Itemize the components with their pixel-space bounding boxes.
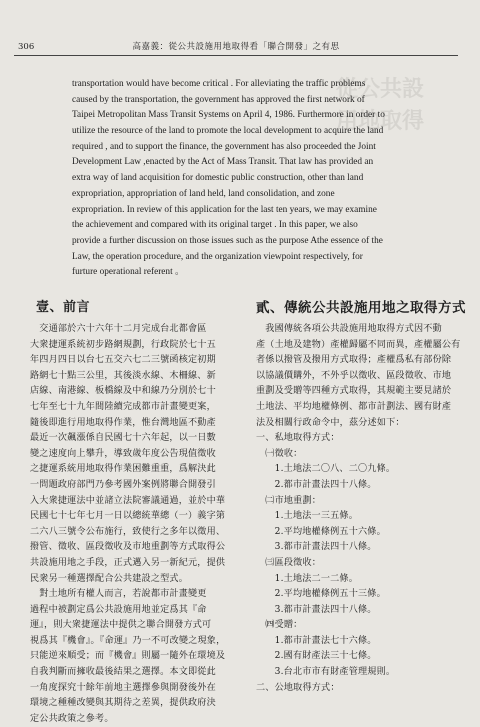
abstract-line: expropriation, appropriation of land held, land consolidation, and zone [72, 188, 335, 199]
text-line: 1.土地法二〇八、二〇九條。 [256, 464, 396, 475]
abstract-line: utilize the resource of the land to promote the local development to acquire the land [72, 126, 384, 137]
text-line: 運』，則大衆捷運法中提供之聯合開發方式可 [30, 620, 212, 631]
text-line: 法及相關行政命令中，茲分述如下： [256, 417, 405, 428]
text-line: ㈠徵收： [256, 448, 303, 459]
text-line: 過程中被劃定爲公共設施用地並定爲其『命 [30, 604, 207, 615]
text-line: 一、私地取得方式： [256, 433, 340, 444]
abstract-line: Taipei Metropolitan Mass Transit Systems on April 4, 1986. Furthermore in order to [72, 110, 385, 121]
abstract-line: furture operational referent 。 [72, 267, 185, 278]
text-line: 3.都市計畫法四十八條。 [256, 542, 377, 553]
watermark-line: 用地取得 [336, 109, 425, 134]
text-line: 一角度探究十餘年前地主選擇參與開發後外在 [30, 682, 216, 693]
text-line: 之捷運系統用地取得作業困難重重，爲解決此 [30, 464, 216, 475]
text-line: 最近一次飆漲係自民國七十六年起，以一日數 [30, 433, 216, 444]
abstract-line: caused by the transportation, the government has approved the first network of [72, 94, 365, 105]
abstract-line: expropriation. In review of this application for the last ten years, we may examine [72, 204, 377, 215]
text-line: 一問題政府部門乃參考國外案例將聯合開發引 [30, 479, 216, 490]
text-line: 只能逆來順受；而『機會』則屬一隨外在環境及 [30, 651, 226, 662]
text-line: 重劃及受贈等四種方式取得，其規範主要見諸於 [256, 386, 452, 397]
text-line: 路網七十點三公里，其後淡水線、木柵線、新 [30, 370, 216, 381]
text-line: 隨後即進行用地取得作業，惟台灣地區不動產 [30, 417, 216, 428]
text-line: 自我判斷而擁收最後結果之選擇。本文即從此 [30, 667, 216, 678]
text-line: 二六八三號令公布施行，致使行之多年以徵用、 [30, 526, 226, 537]
text-line: 土地法、平均地權條例、都市計劃法、國有財產 [256, 401, 452, 412]
text-line: 七年至七十九年間陸續完成都市計畫變更案， [30, 401, 216, 412]
text-line: 店線、南港線、板橋線及中和線乃分別於七十 [30, 386, 216, 397]
text-line: 年四月四日以台七五交六七二三號函核定初期 [30, 355, 216, 366]
text-line: ㈡市地重劃： [256, 495, 322, 506]
text-line: 交通部於六十六年十二月完成台北都會區 [30, 324, 207, 334]
abstract-line: extra way of land acquisition for domestic public construction, other than land [72, 173, 364, 184]
right-column [256, 300, 466, 696]
left-column [30, 300, 230, 727]
text-line: ㈢區段徵收： [256, 557, 322, 568]
text-line: 3.台北市市有財產管理規則。 [256, 667, 396, 678]
text-line: 者係以撥管及撥用方式取得；產權爲私有部份除 [256, 355, 452, 366]
text-line: 1.土地法一三五條。 [256, 511, 359, 522]
page-number: 306 [18, 42, 35, 52]
text-line: 變之速度向上攀升，導致歲年度公告現值徵收 [30, 448, 216, 459]
text-line: 以協議價購外，不外乎以徵收、區段徵收、市地 [256, 370, 452, 381]
text-line: 對土地所有權人而言，若說都市計畫變更 [30, 589, 207, 600]
abstract-line: Development Law ,enacted by the Act of Mass Transit. That law has provided an [72, 157, 374, 168]
text-line: 2.國有財產法三十七條。 [256, 651, 377, 662]
page-header [14, 40, 458, 54]
acquisition-methods-text [256, 322, 461, 696]
text-line: 大衆捷運系統初步路網規劃，行政院於七十五 [30, 339, 216, 350]
text-line: 3.都市計畫法四十八條。 [256, 604, 377, 615]
abstract-line: the achievement and compared with its original target . In this paper, we also [72, 220, 358, 231]
text-line: 產（土地及建物）產權歸屬不同而異，產權屬公有 [256, 339, 461, 350]
text-line: 民國七十七年七月一日以總統華總（一）義字第 [30, 511, 226, 522]
text-line: 民衆另一種選擇配合公共建設之型式。 [30, 573, 188, 584]
introduction-text [30, 322, 230, 727]
text-line: 1.都市計畫法七十六條。 [256, 635, 377, 646]
abstract-line: required , and to support the finance, the government has also proceeded the Joint [72, 141, 376, 152]
watermark-line: 從公共設 [336, 77, 425, 102]
text-line: 定公共政策之參考。 [30, 713, 114, 724]
text-line: ㈣受贈： [256, 620, 303, 631]
abstract-line: provide a further discussion on those issues such as the purpose Athe essence of the [72, 235, 383, 246]
running-title: 高嘉義：從公共設施用地取得看「聯合開發」之有思 [132, 42, 340, 52]
abstract-line: Law, the operation procedure, and the organization viewpoint respectively, for [72, 251, 363, 262]
text-line: 共設施用地之手段，正式邁入另一新紀元，提供 [30, 557, 226, 568]
section-heading-traditional-acquisition: 貳、傳統公共設施用地之取得方式 [256, 300, 466, 316]
text-line: 2.平均地權條例五十三條。 [256, 589, 386, 600]
text-line: 1.土地法二一二條。 [256, 573, 359, 584]
text-line: 撥管、徵收、區段徵收及市地重劃等方式取得公 [30, 542, 226, 553]
text-line: 入大衆捷運法中並諸立法院審議通過，並於中華 [30, 495, 226, 506]
text-line: 視爲其『機會』。『命運』乃一不可改變之現象， [30, 635, 226, 646]
section-heading-introduction: 壹、前言 [36, 300, 91, 315]
text-line: 2.平均地權條例五十六條。 [256, 526, 386, 537]
header-rule [14, 55, 458, 56]
text-line: 我國傳統各項公共設施用地取得方式因不動 [256, 324, 442, 334]
text-line: 2.都市計畫法四十八條。 [256, 479, 377, 490]
english-abstract [72, 77, 412, 281]
text-line: 環境之種種改變與其期待之差異，提供政府決 [30, 698, 216, 709]
abstract-line: transportation would have become critical . For alleviating the traffic problems [72, 79, 366, 89]
text-line: 二、公地取得方式： [256, 682, 340, 693]
